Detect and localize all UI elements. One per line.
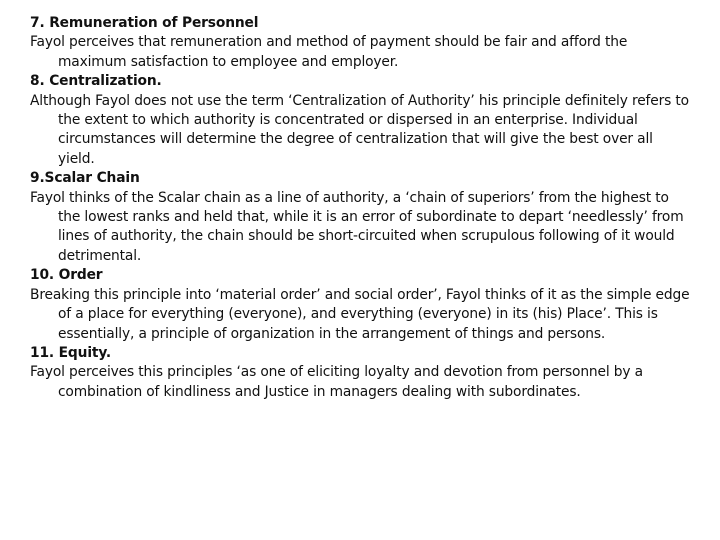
section-body-order: Breaking this principle into ‘material order’ and social order’, Fayol thinks of it as the simple edge of a place for everything (everyone), and everything (everyone) in its (his) Place’. This is essentially, a principle of organization in the arrangement of things and persons. [30,286,690,342]
section-heading-remuneration: 7. Remuneration of Personnel [30,15,259,31]
section-heading-equity: 11. Equity. [30,344,112,361]
section-heading-centralization: 8. Centralization. [30,73,162,90]
section-heading-order: 10. Order [30,267,103,284]
section-body-centralization: Although Fayol does not use the term ‘Centralization of Authority’ his principle definitely refers to the extent to which authority is concentrated or dispersed in an enterprise. Individual circumstances will determine the degree of centralization that will give the best over all yield. [30,92,689,167]
document-page [30,14,690,402]
section-body-remuneration: Fayol perceives that remuneration and method of payment should be fair and afford the maximum satisfaction to employee and employer. [30,34,628,70]
section-heading-scalar-chain: 9.Scalar Chain [30,170,140,187]
section-body-equity: Fayol perceives this principles ‘as one of eliciting loyalty and devotion from personnel by a combination of kindliness and Justice in managers dealing with subordinates. [30,364,643,400]
section-body-scalar-chain: Fayol thinks of the Scalar chain as a line of authority, a ‘chain of superiors’ from the highest to the lowest ranks and held that, while it is an error of subordinate to depart ‘needlessly’ from lines of authority, the chain should be short-circuited when scrupulous following of it would detrimental. [30,189,684,264]
